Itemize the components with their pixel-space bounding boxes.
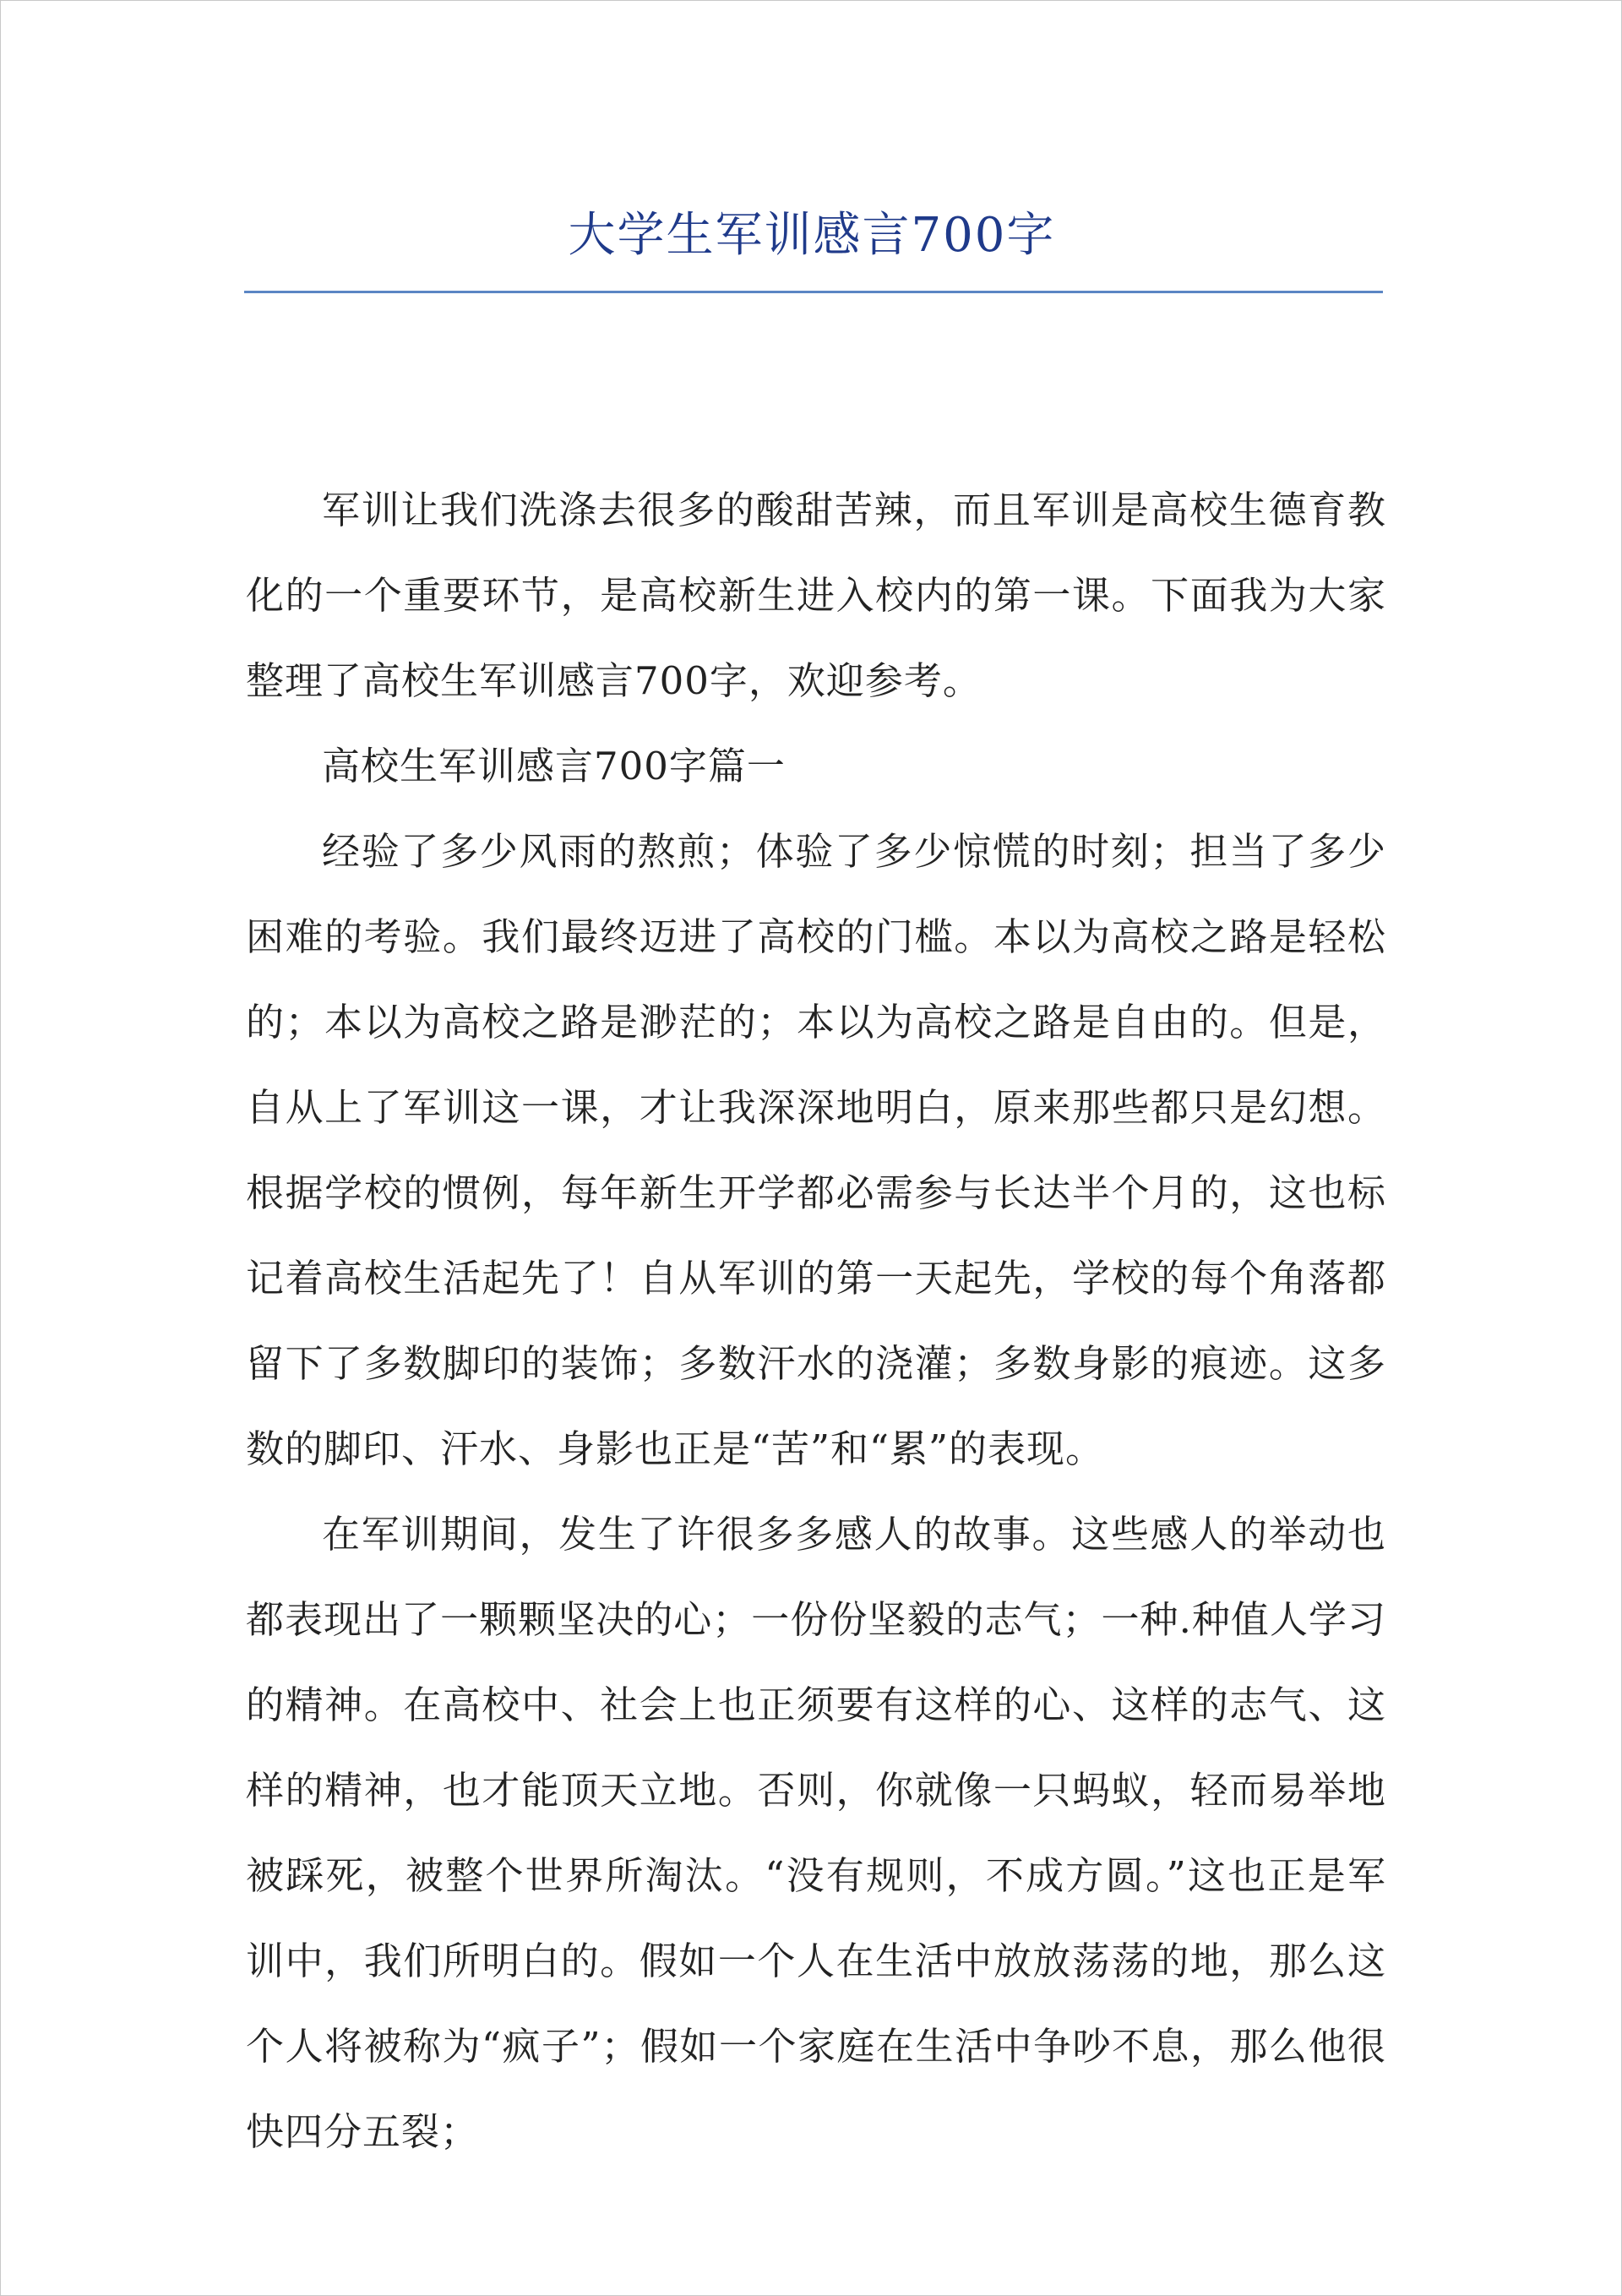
paragraph-body: 在军训期间，发生了许很多多感人的故事。这些感人的举动也都表现出了一颗颗坚决的心；一份份坚毅的志气；一种.种值人学习的精神。在高校中、社会上也正须要有这样的心、这样的志气、这样的精神，也才能顶天立地。否则，你就像一只蚂蚁，轻而易举地被踩死，被整个世界所淘汰。“没有规则，不成方圆。”这也正是军训中，我们所明白的。假如一个人在生活中放放荡荡的地，那么这个人将被称为“疯子”；假如一个家庭在生活中争吵不息，那么他很快四分五裂； [246,1512,1386,2154]
section-heading: 高校生军训感言700字篇一 [322,744,786,788]
document-body [246,467,1386,2174]
title-divider [244,291,1383,293]
paragraph-body: 经验了多少风雨的熬煎；体验了多少惊慌的时刻；担当了多少困难的考验。我们最终迈进了高校的门槛。本以为高校之路是轻松的；本以为高校之路是渺茫的；本以为高校之路是自由的。但是，自从上了军训这一课，才让我深深地明白，原来那些都只是幻想。根据学校的惯例，每年新生开学都必需参与长达半个月的，这也标记着高校生活起先了！自从军训的第一天起先，学校的每个角落都留下了多数脚印的装饰；多数汗水的浇灌；多数身影的痕迹。这多数的脚印、汗水、身影也正是“苦”和“累”的表现。 [246,829,1386,1471]
paragraph-intro: 军训让我们洗涤去很多的酸甜苦辣，而且军训是高校生德育教化的一个重要环节，是高校新生进入校内的第一课。下面我为大家整理了高校生军训感言700字，欢迎参考。 [246,488,1386,703]
document-title: 大学生军训感言700字 [568,208,1056,263]
